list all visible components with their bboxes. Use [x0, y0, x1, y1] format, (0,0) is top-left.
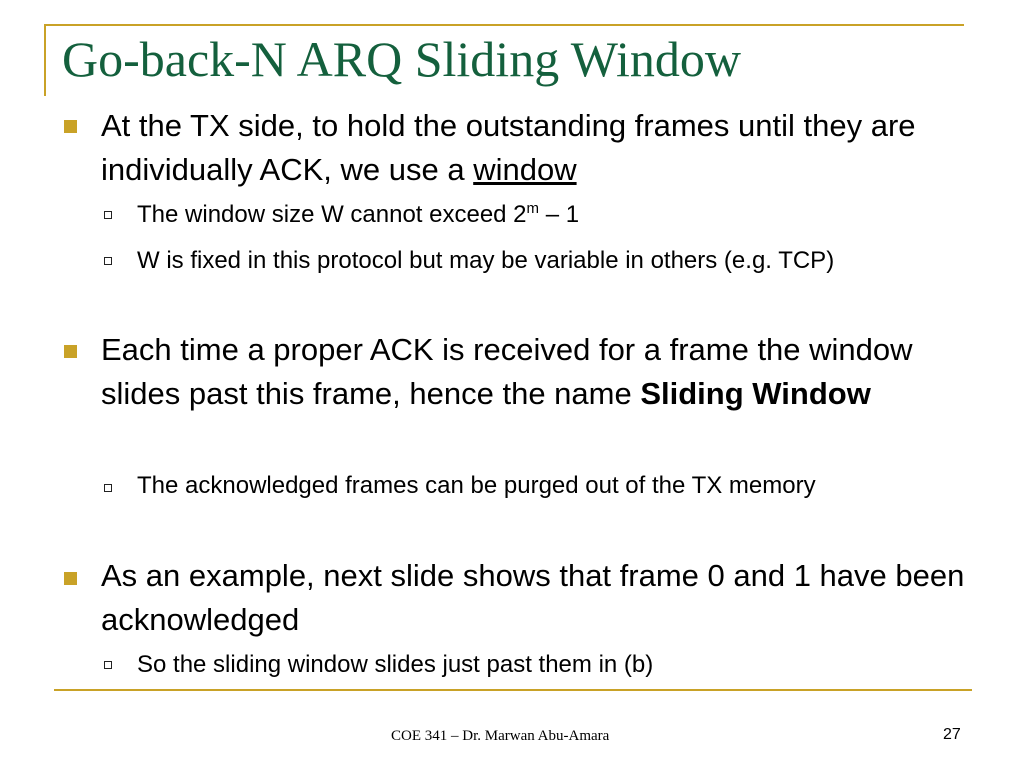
bullet-text	[101, 328, 971, 416]
bullet-text-main: Each time a proper ACK is received for a frame the window slides past this frame, hence the name	[101, 332, 913, 411]
bold-term: Sliding Window	[640, 376, 871, 411]
bullet-text-main: At the TX side, to hold the outstanding frames until they are individually ACK, we use a	[101, 108, 916, 187]
hollow-square-bullet-icon	[104, 257, 112, 265]
sub-bullet-tail: – 1	[539, 201, 580, 228]
filled-square-bullet-icon	[64, 572, 77, 585]
page-number: 27	[943, 726, 961, 743]
underlined-term: window	[473, 152, 577, 187]
footer-rule	[54, 689, 972, 691]
sub-bullet-main: The window size W cannot exceed 2	[137, 201, 527, 228]
filled-square-bullet-icon	[64, 120, 77, 133]
sub-bullet-text	[137, 197, 977, 233]
footer-credit: COE 341 – Dr. Marwan Abu-Amara	[391, 728, 610, 744]
bullet-text: As an example, next slide shows that frame 0 and 1 have been acknowledged	[101, 558, 965, 637]
hollow-square-bullet-icon	[104, 484, 112, 492]
sub-bullet-text: So the sliding window slides just past them in (b)	[137, 651, 654, 678]
hollow-square-bullet-icon	[104, 661, 112, 669]
slide-title: Go-back-N ARQ Sliding Window	[62, 31, 741, 87]
filled-square-bullet-icon	[64, 345, 77, 358]
superscript-exponent: m	[526, 200, 540, 217]
sub-bullet-text: W is fixed in this protocol but may be variable in others (e.g. TCP)	[137, 247, 835, 274]
hollow-square-bullet-icon	[104, 211, 112, 219]
bullet-text	[101, 104, 971, 192]
sub-bullet-text: The acknowledged frames can be purged out of the TX memory	[137, 472, 816, 499]
